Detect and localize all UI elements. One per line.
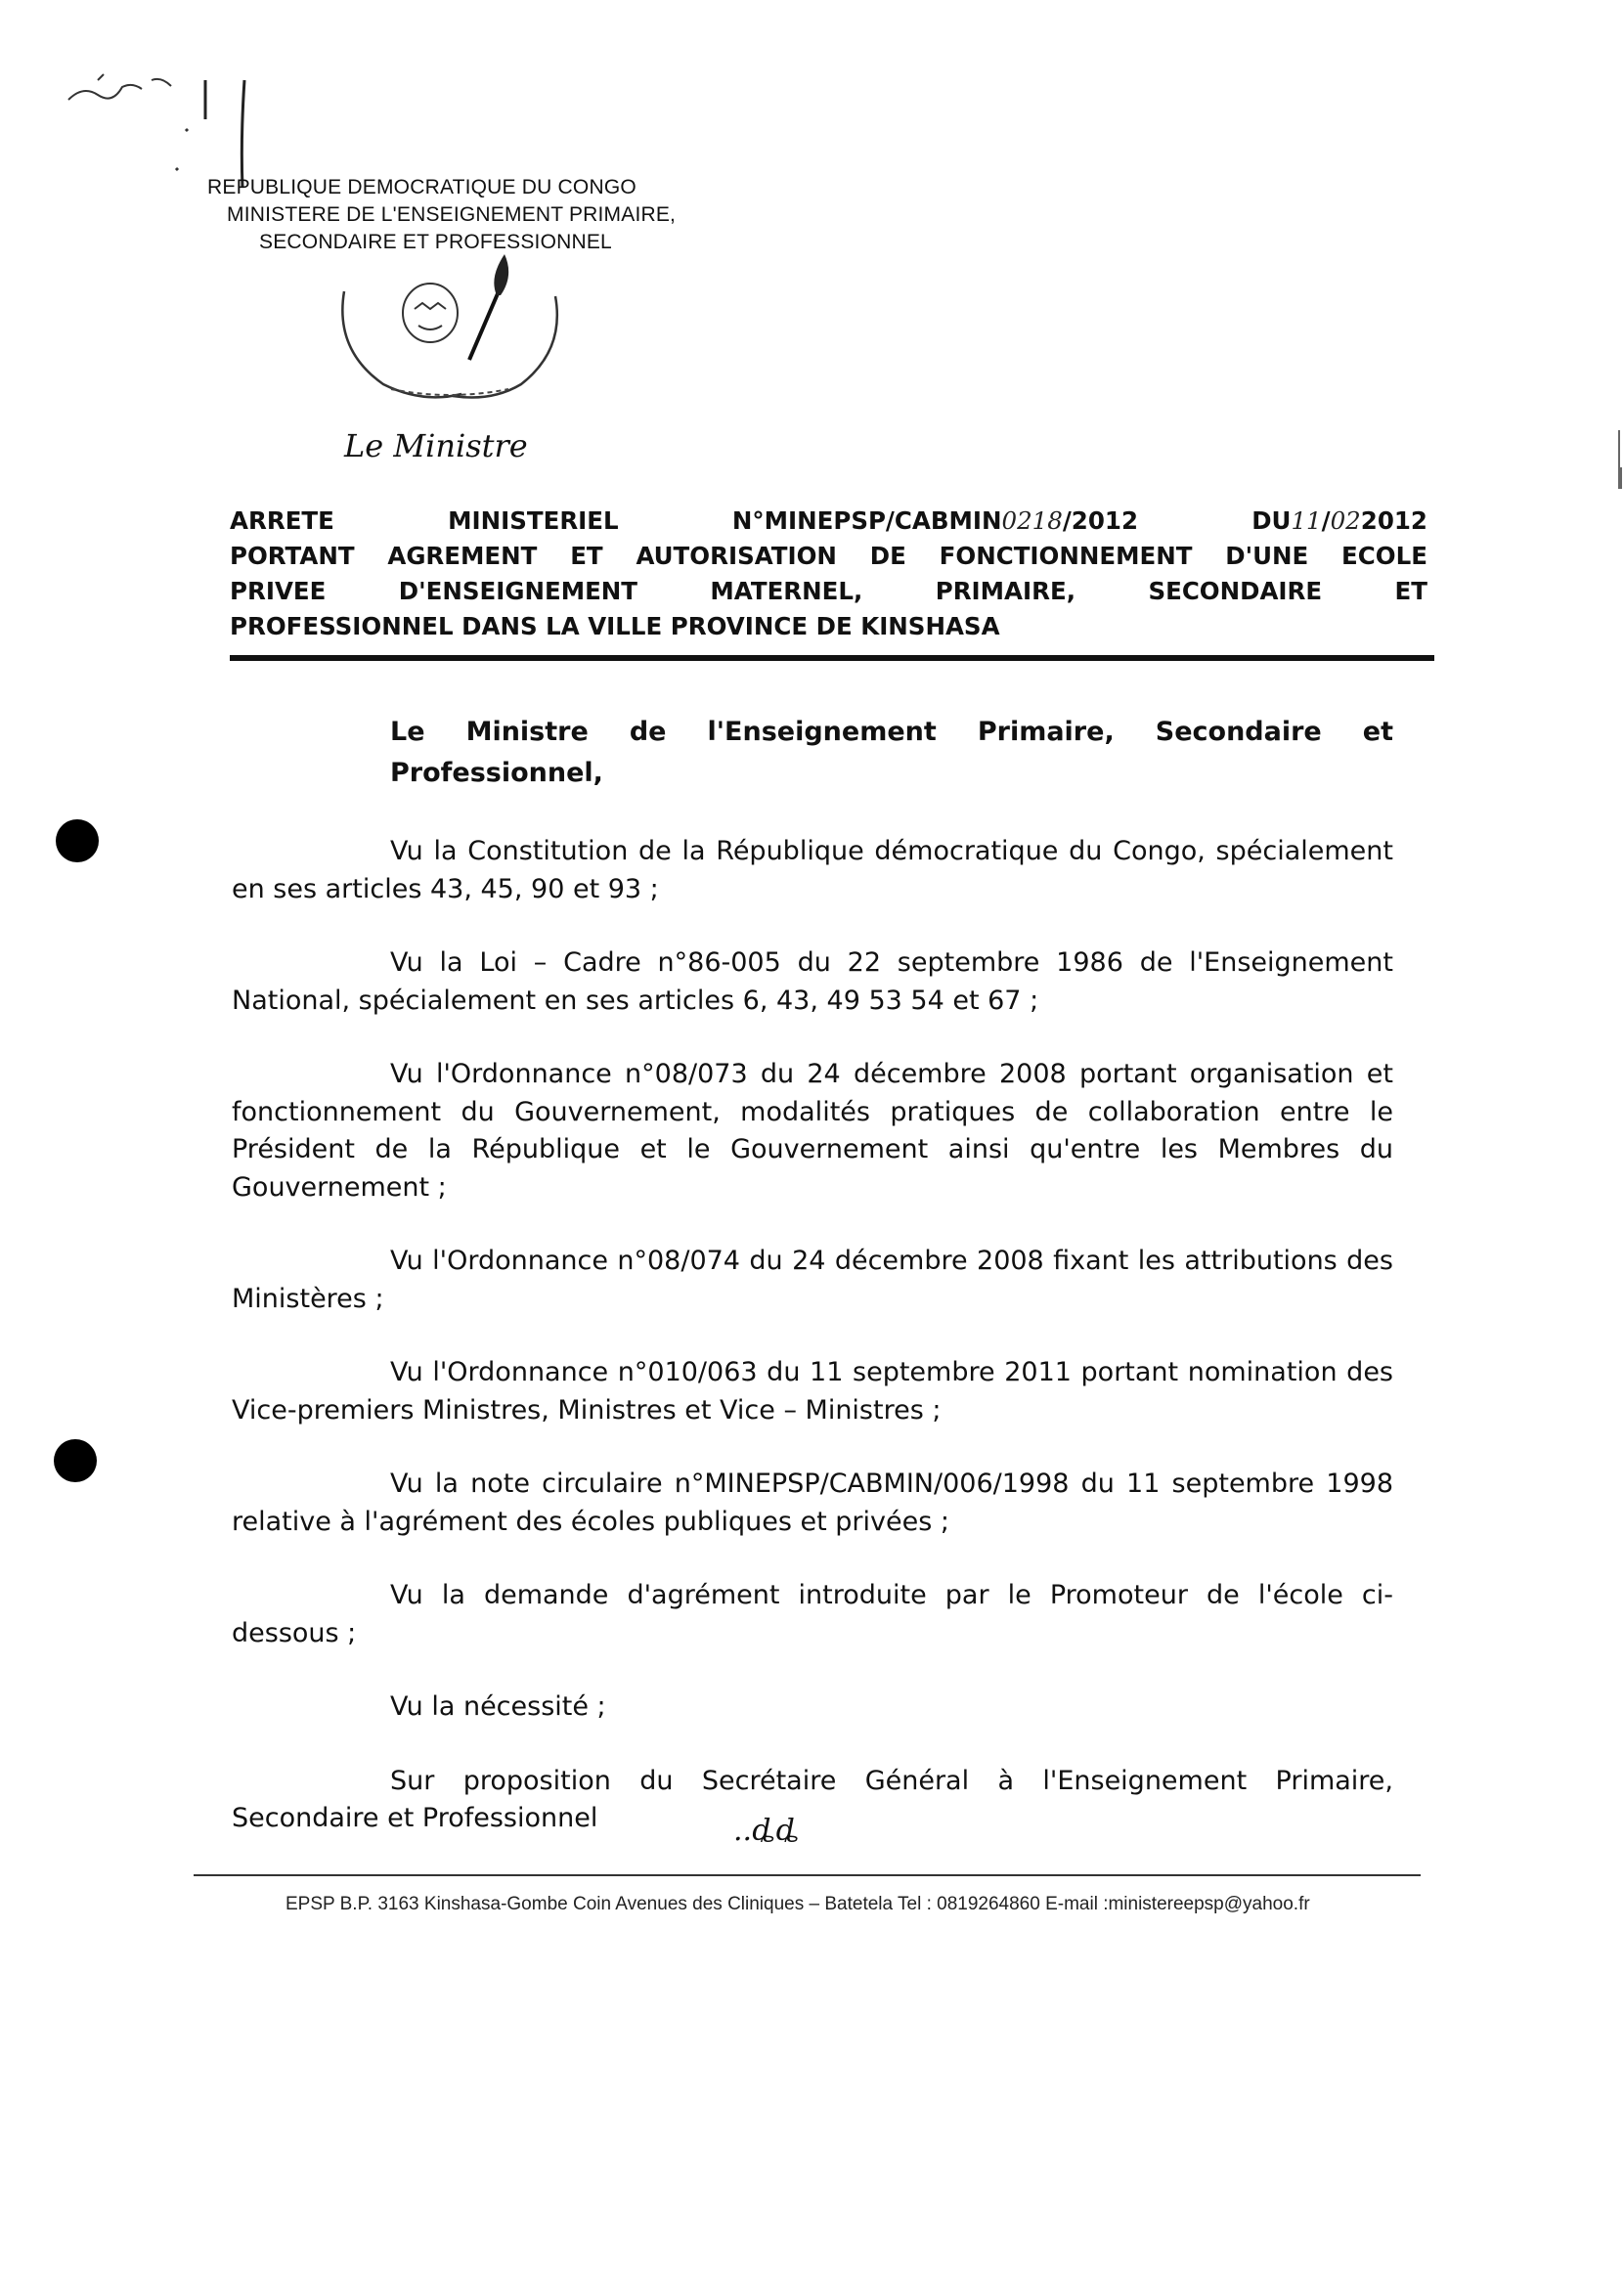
title-line-2	[230, 539, 1427, 574]
title-word: MATERNEL,	[710, 577, 863, 605]
title-word: ET	[1394, 577, 1427, 605]
handwritten-initials: ..ȡȡ	[733, 1814, 800, 1848]
date-prefix: DU	[1251, 506, 1292, 535]
scan-edge-mark	[1620, 467, 1622, 489]
title-word: DE	[869, 542, 906, 570]
header-country: REPUBLIQUE DEMOCRATIQUE DU CONGO	[207, 176, 636, 198]
handwritten-date-month: 02	[1330, 506, 1361, 535]
minister-signature-label: Le Ministre	[344, 427, 528, 464]
considerant-paragraph: Vu l'Ordonnance n°010/063 du 11 septembre 2011 portant nomination des Vice-premiers Ministres, Ministres et Vice – Ministres ;	[232, 1357, 1393, 1426]
ref-year: /2012	[1062, 506, 1138, 535]
considerant-paragraph: Vu la Loi – Cadre n°86-005 du 22 septembre 1986 de l'Enseignement National, spécialement en ses articles 6, 43, 49 53 54 et 67 ;	[232, 947, 1393, 1016]
title-word: PRIMAIRE,	[935, 577, 1076, 605]
decree-reference	[732, 504, 1138, 539]
considerant-paragraph: Vu l'Ordonnance n°08/074 du 24 décembre 2008 fixant les attributions des Ministères ;	[232, 1246, 1393, 1314]
title-line-4: PROFESSIONNEL DANS LA VILLE PROVINCE DE KINSHASA	[230, 612, 1000, 640]
minister-heading: Le Ministre de l'Enseignement Primaire, Secondaire et Professionnel,	[390, 717, 1393, 788]
decree-title	[230, 504, 1427, 644]
title-word: ECOLE	[1341, 542, 1427, 570]
title-word: D'ENSEIGNEMENT	[398, 577, 638, 605]
title-divider	[230, 655, 1434, 661]
considerant-paragraph: Vu la demande d'agrément introduite par le Promoteur de l'école ci-dessous ;	[232, 1580, 1393, 1648]
decree-body	[232, 712, 1393, 1874]
considerant-paragraph: Vu la nécessité ;	[390, 1691, 606, 1722]
title-word: PRIVEE	[230, 577, 327, 605]
handwritten-ref-number: 0218	[1001, 506, 1063, 535]
decree-date: DU11/022012	[1251, 506, 1427, 535]
date-year: 2012	[1360, 506, 1427, 535]
header-ministry: MINISTERE DE L'ENSEIGNEMENT PRIMAIRE,	[227, 203, 677, 226]
footer-divider	[194, 1874, 1421, 1876]
ref-prefix: N°MINEPSP/CABMIN	[731, 506, 1002, 535]
title-word: PORTANT	[230, 542, 355, 570]
title-line-3	[230, 574, 1427, 609]
handwritten-date-day: 11	[1291, 506, 1322, 535]
considerant-paragraph: Vu l'Ordonnance n°08/073 du 24 décembre 2008 portant organisation et fonctionnement du Gouvernement, modalités pratiques de collaboration entre le Président de la République et le Gouvernement ainsi qu'entre les Membres du Gouvernement ;	[232, 1059, 1393, 1203]
considerant-paragraph: Vu la Constitution de la République démocratique du Congo, spécialement en ses articles 43, 45, 90 et 93 ;	[232, 836, 1393, 904]
considerant-paragraph: Vu la note circulaire n°MINEPSP/CABMIN/006/1998 du 11 septembre 1998 relative à l'agrément des écoles publiques et privées ;	[232, 1469, 1393, 1537]
coat-of-arms-emblem	[332, 252, 567, 409]
header-ministry-sub: SECONDAIRE ET PROFESSIONNEL	[259, 231, 612, 253]
footer-address: EPSP B.P. 3163 Kinshasa-Gombe Coin Avenues des Cliniques – Batetela Tel : 0819264860 E-mail :ministereepsp@yahoo.fr	[285, 1894, 1310, 1914]
punch-hole-mark	[56, 819, 99, 862]
ministry-header	[207, 174, 676, 256]
title-line-1	[230, 504, 1427, 539]
title-word: AUTORISATION	[636, 542, 837, 570]
punch-hole-mark	[54, 1439, 97, 1482]
title-word: FONCTIONNEMENT	[939, 542, 1193, 570]
title-word: D'UNE	[1225, 542, 1309, 570]
title-word: MINISTERIEL	[448, 506, 619, 535]
title-word: ET	[570, 542, 603, 570]
title-word: SECONDAIRE	[1148, 577, 1323, 605]
considerant-paragraph: Sur proposition du Secrétaire Général à l'Enseignement Primaire, Secondaire et Professionnel	[232, 1765, 1393, 1833]
title-word: AGREMENT	[387, 542, 538, 570]
title-word: ARRETE	[230, 506, 334, 535]
